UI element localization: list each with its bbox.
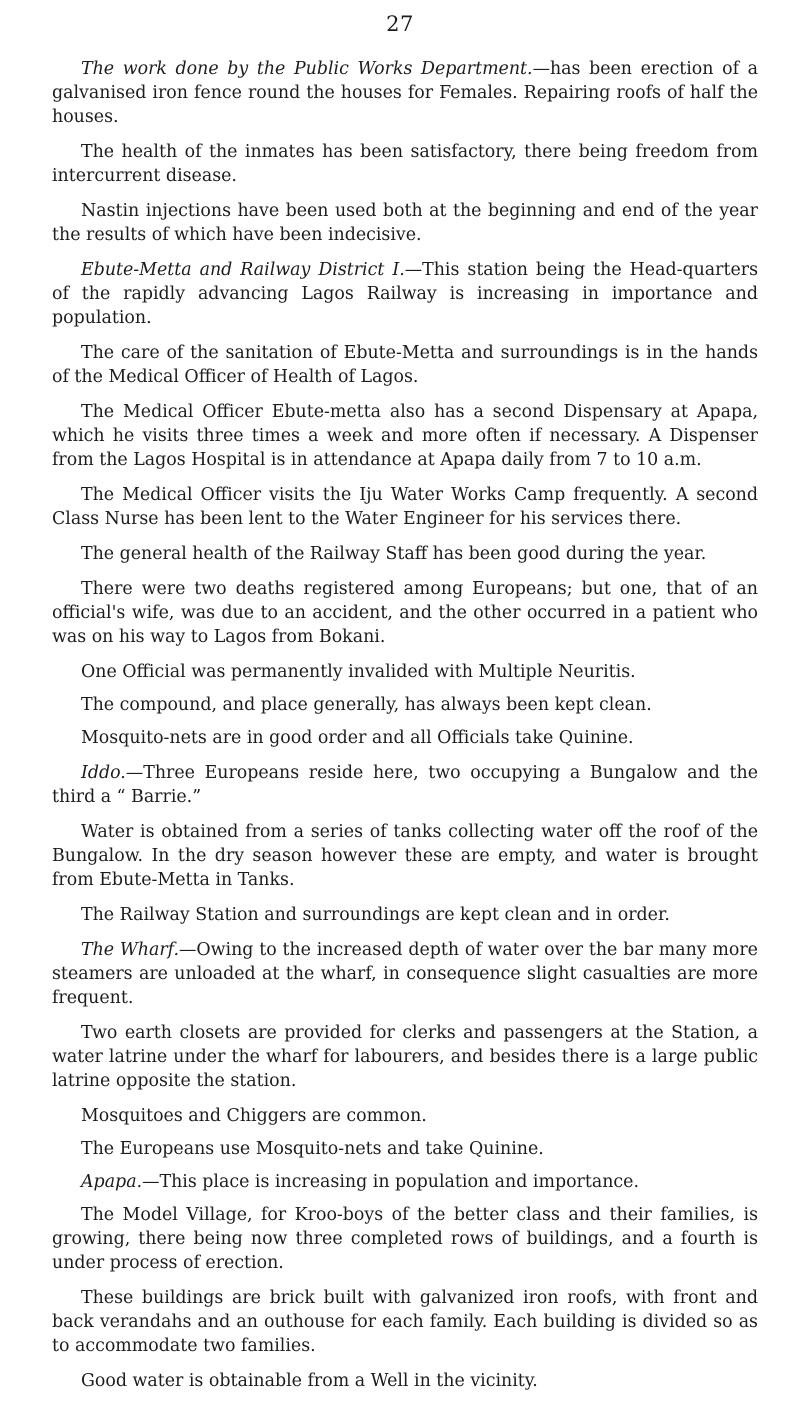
paragraph-text: The Europeans use Mosquito-nets and take Quinine. bbox=[81, 1139, 544, 1159]
paragraph-text: These buildings are brick built with galvanized iron roofs, with front and back verandahs and an outhouse for each family. Each building is divided so as to accommodate two families. bbox=[52, 1288, 758, 1356]
paragraph-dispensary bbox=[52, 400, 758, 472]
paragraph-text: Good water is obtainable from a Well in the vicinity. bbox=[81, 1371, 538, 1391]
paragraph-sanitation bbox=[52, 341, 758, 389]
paragraph-text: The compound, and place generally, has always been kept clean. bbox=[81, 695, 652, 715]
paragraph-text: Water is obtained from a series of tanks collecting water off the roof of the Bungalow. In the dry season however these are empty, and water is brought from Ebute-Metta in Tanks. bbox=[52, 822, 758, 890]
paragraph-text: The health of the inmates has been satisfactory, there being freedom from intercurrent disease. bbox=[52, 142, 758, 186]
paragraph-nastin bbox=[52, 199, 758, 247]
paragraph-text: The Railway Station and surroundings are kept clean and in order. bbox=[81, 905, 670, 925]
paragraph-text: Nastin injections have been used both at the beginning and end of the year the results of which have been indecisive. bbox=[52, 201, 758, 245]
paragraph-compound bbox=[52, 693, 758, 717]
paragraph-text: The Model Village, for Kroo-boys of the better class and their families, is growing, there being now three completed rows of buildings, and a fourth is under process of erection. bbox=[52, 1205, 758, 1273]
paragraph-railway-staff bbox=[52, 542, 758, 566]
body-text bbox=[52, 57, 758, 1404]
paragraph-model-village bbox=[52, 1203, 758, 1275]
paragraph-text: Mosquitoes and Chiggers are common. bbox=[81, 1106, 427, 1126]
paragraph-railway-station bbox=[52, 903, 758, 927]
paragraph-ebute-metta bbox=[52, 258, 758, 330]
paragraph-deaths bbox=[52, 577, 758, 649]
paragraph-text: —This station being the Head-quarters of the rapidly advancing Lagos Railway is increasing in importance and population. bbox=[52, 260, 758, 328]
paragraph-text: —has been erection of a galvanised iron fence round the houses for Females. Repairing roofs of half the houses. bbox=[52, 59, 759, 127]
paragraph-text: Mosquito-nets are in good order and all Officials take Quinine. bbox=[81, 728, 634, 748]
paragraph-text: The Medical Officer visits the Iju Water Works Camp frequently. A second Class Nurse has been lent to the Water Engineer for his services there. bbox=[52, 485, 758, 529]
paragraph-earth-closets bbox=[52, 1021, 758, 1093]
paragraph-health-inmates bbox=[52, 140, 758, 188]
paragraph-text: Two earth closets are provided for clerks and passengers at the Station, a water latrine under the wharf for labourers, and besides there is a large public latrine opposite the station. bbox=[52, 1023, 758, 1091]
paragraph-apapa bbox=[52, 1170, 758, 1194]
paragraph-text: One Official was permanently invalided with Multiple Neuritis. bbox=[81, 662, 636, 682]
paragraph-europeans-quinine bbox=[52, 1137, 758, 1161]
paragraph-heading: Apapa. bbox=[81, 1172, 143, 1192]
paragraph-text: —This place is increasing in population and importance. bbox=[142, 1172, 639, 1192]
paragraph-text: The care of the sanitation of Ebute-Metta and surroundings is in the hands of the Medical Officer of Health of Lagos. bbox=[52, 343, 758, 387]
page-number: 27 bbox=[386, 12, 414, 36]
paragraph-invalided bbox=[52, 660, 758, 684]
paragraph-good-water bbox=[52, 1369, 758, 1393]
paragraph-text: —Owing to the increased depth of water over the bar many more steamers are unloaded at the wharf, in consequence slight casualties are more frequent. bbox=[52, 940, 758, 1008]
paragraph-heading: The work done by the Public Works Department. bbox=[81, 59, 533, 79]
paragraph-iju-water-works bbox=[52, 483, 758, 531]
paragraph-public-works bbox=[52, 57, 758, 129]
paragraph-text: —Three Europeans reside here, two occupying a Bungalow and the third a “ Barrie.” bbox=[52, 763, 758, 807]
paragraph-iddo bbox=[52, 761, 758, 809]
paragraph-text: The general health of the Railway Staff has been good during the year. bbox=[81, 544, 707, 564]
paragraph-text: There were two deaths registered among Europeans; but one, that of an official's wife, was due to an accident, and the other occurred in a patient who was on his way to Lagos from Bokani. bbox=[52, 579, 758, 647]
paragraph-text: The Medical Officer Ebute-metta also has a second Dispensary at Apapa, which he visits three times a week and more often if necessary. A Dispenser from the Lagos Hospital is in attendance at Apapa daily from 7 to 10 a.m. bbox=[52, 402, 758, 470]
paragraph-heading: Ebute-Metta and Railway District I. bbox=[81, 260, 405, 280]
paragraph-mosquitoes bbox=[52, 1104, 758, 1128]
paragraph-mosquito-nets bbox=[52, 726, 758, 750]
paragraph-heading: The Wharf. bbox=[81, 940, 179, 960]
paragraph-heading: Iddo. bbox=[81, 763, 126, 783]
paragraph-buildings bbox=[52, 1286, 758, 1358]
paragraph-water-tanks bbox=[52, 820, 758, 892]
paragraph-wharf bbox=[52, 938, 758, 1010]
